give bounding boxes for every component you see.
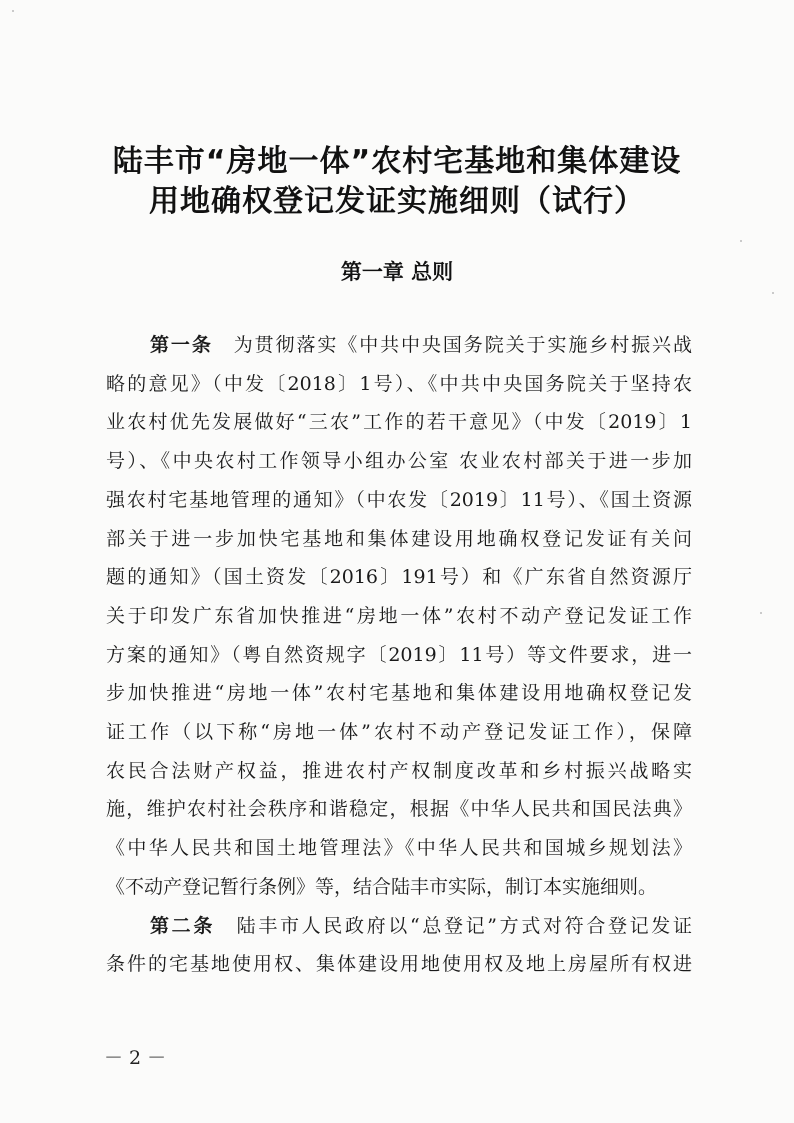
body-line <box>106 797 692 821</box>
scan-speck <box>772 292 774 294</box>
body-line-text: 农民合法财产权益，推进农村产权制度改革和乡村振兴战略实 <box>106 760 692 782</box>
body-line <box>106 527 692 551</box>
body-line-text: 部关于进一步加快宅基地和集体建设用地确权登记发证有关问 <box>106 528 692 550</box>
body-line <box>106 488 692 512</box>
body-line-text: 方案的通知》（粤自然资规字〔2019〕11号）等文件要求，进一 <box>106 644 692 666</box>
body-line-text: 陆丰市人民政府以“总登记”方式对符合登记发证 <box>236 915 692 937</box>
body-line <box>106 449 692 473</box>
body-line-text: 施，维护农村社会秩序和谐稳定，根据《中华人民共和国民法典》 <box>106 798 692 820</box>
document-title-line-2: 用地确权登记发证实施细则（试行） <box>149 184 645 219</box>
body-line-text: 步加快推进“房地一体”农村宅基地和集体建设用地确权登记发 <box>106 682 692 704</box>
scan-speck <box>12 10 14 12</box>
article-heading: 第二条 <box>150 915 215 937</box>
body-line-text: 号）、《中央农村工作领导小组办公室 农业农村部关于进一步加 <box>106 450 692 472</box>
body-line <box>106 372 692 396</box>
body-line-text: 强农村宅基地管理的通知》（中农发〔2019〕11号）、《国土资源 <box>106 489 692 511</box>
body-line <box>106 875 692 899</box>
body-line <box>150 333 692 357</box>
chapter-heading: 第一章 总则 <box>340 260 454 284</box>
page-number: － 2 － <box>104 1047 167 1069</box>
body-line-text: 证工作（以下称“房地一体”农村不动产登记发证工作），保障 <box>106 721 692 743</box>
body-line <box>106 952 692 976</box>
body-line-text: 《中华人民共和国土地管理法》《中华人民共和国城乡规划法》 <box>106 837 692 859</box>
body-line-text: 《不动产登记暂行条例》等，结合陆丰市实际，制订本实施细则。 <box>106 876 658 898</box>
body-line <box>106 565 692 589</box>
scan-speck <box>760 612 762 614</box>
body-line-text: 业农村优先发展做好“三农”工作的若干意见》（中发〔2019〕1 <box>106 411 692 433</box>
body-line <box>106 681 692 705</box>
body-line-text: 关于印发广东省加快推进“房地一体”农村不动产登记发证工作 <box>106 605 692 627</box>
document-title-line-1: 陆丰市“房地一体”农村宅基地和集体建设 <box>112 144 682 179</box>
scan-speck <box>740 240 742 242</box>
body-line <box>106 759 692 783</box>
body-line-text: 条件的宅基地使用权、集体建设用地使用权及地上房屋所有权进 <box>106 953 692 975</box>
body-line <box>106 604 692 628</box>
body-line <box>150 914 692 938</box>
body-line-text: 为贯彻落实《中共中央国务院关于实施乡村振兴战 <box>233 334 692 356</box>
body-line <box>106 836 692 860</box>
body-line <box>106 643 692 667</box>
body-line-text: 题的通知》（国土资发〔2016〕191号）和《广东省自然资源厅 <box>106 566 692 588</box>
body-line <box>106 720 692 744</box>
body-line-text: 略的意见》（中发〔2018〕1号）、《中共中央国务院关于坚持农 <box>106 373 692 395</box>
article-heading: 第一条 <box>150 334 213 356</box>
body-line <box>106 410 692 434</box>
